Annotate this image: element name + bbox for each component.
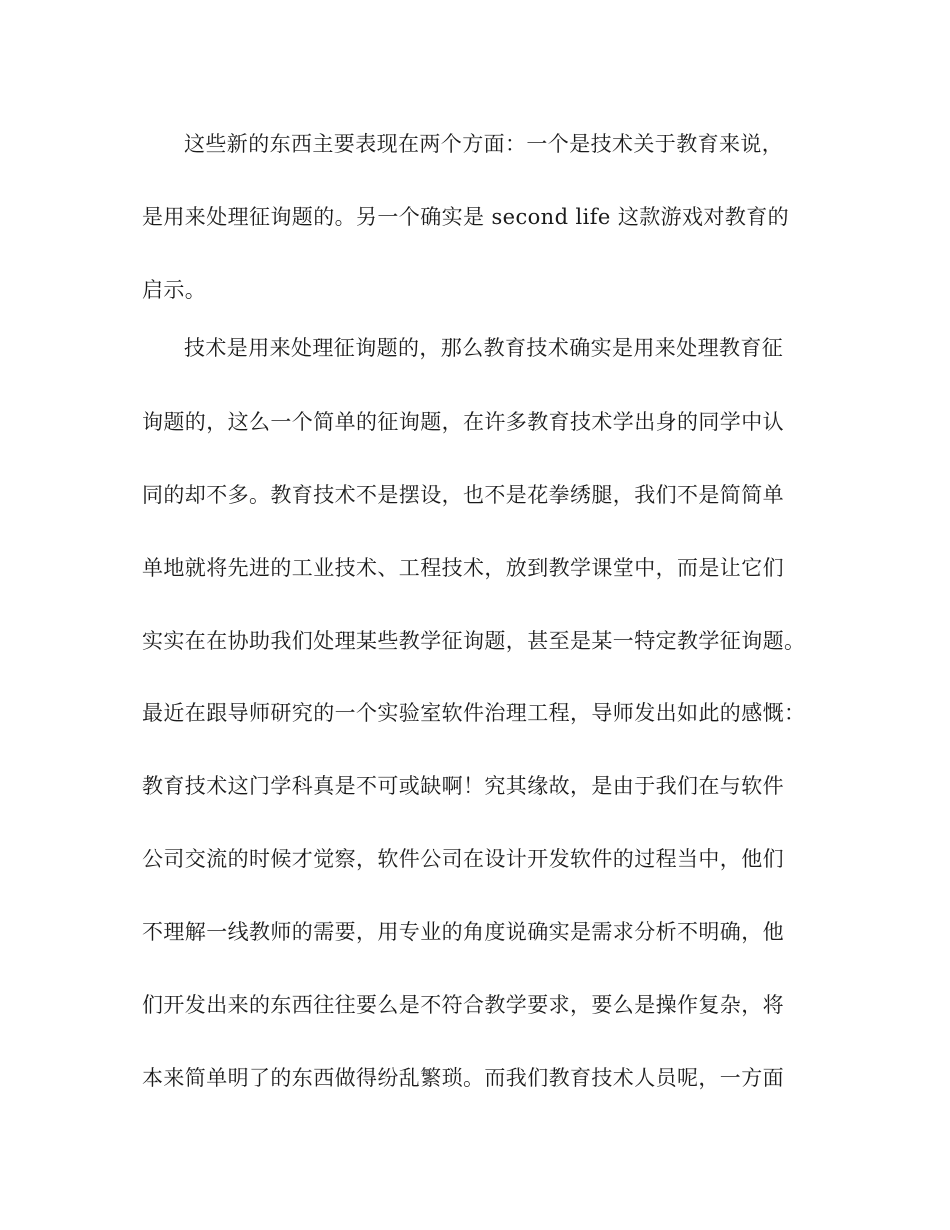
paragraph-2-line-2: 询题的，这么一个简单的征询题，在许多教育技术学出身的同学中认 — [142, 410, 784, 434]
paragraph-2-line-11: 本来简单明了的东西做得纷乱繁琐。而我们教育技术人员呢，一方面 — [142, 1066, 784, 1090]
paragraph-2-line-4: 单地就将先进的工业技术、工程技术，放到教学课堂中，而是让它们 — [142, 556, 784, 580]
paragraph-1-line-3: 启示。 — [142, 278, 207, 302]
paragraph-2-line-9: 不理解一线教师的需要，用专业的角度说确实是需求分析不明确，他 — [142, 920, 784, 944]
paragraph-2-line-7: 教育技术这门学科真是不可或缺啊！究其缘故，是由于我们在与软件 — [142, 774, 784, 798]
paragraph-1-line-1: 这些新的东西主要表现在两个方面：一个是技术关于教育来说， — [184, 132, 784, 156]
paragraph-2-line-6: 最近在跟导师研究的一个实验室软件治理工程，导师发出如此的感慨： — [142, 701, 806, 725]
paragraph-2-line-3: 同的却不多。教育技术不是摆设，也不是花拳绣腿，我们不是简简单 — [142, 483, 784, 507]
paragraph-1-line-2: 是用来处理征询题的。另一个确实是 second life 这款游戏对教育的 — [142, 205, 790, 229]
paragraph-2-line-10: 们开发出来的东西往往要么是不符合教学要求，要么是操作复杂，将 — [142, 993, 784, 1017]
paragraph-2-line-1: 技术是用来处理征询题的，那么教育技术确实是用来处理教育征 — [184, 336, 784, 360]
paragraph-2-line-8: 公司交流的时候才觉察，软件公司在设计开发软件的过程当中，他们 — [142, 847, 784, 871]
paragraph-2-line-5: 实实在在协助我们处理某些教学征询题，甚至是某一特定教学征询题。 — [142, 629, 806, 653]
